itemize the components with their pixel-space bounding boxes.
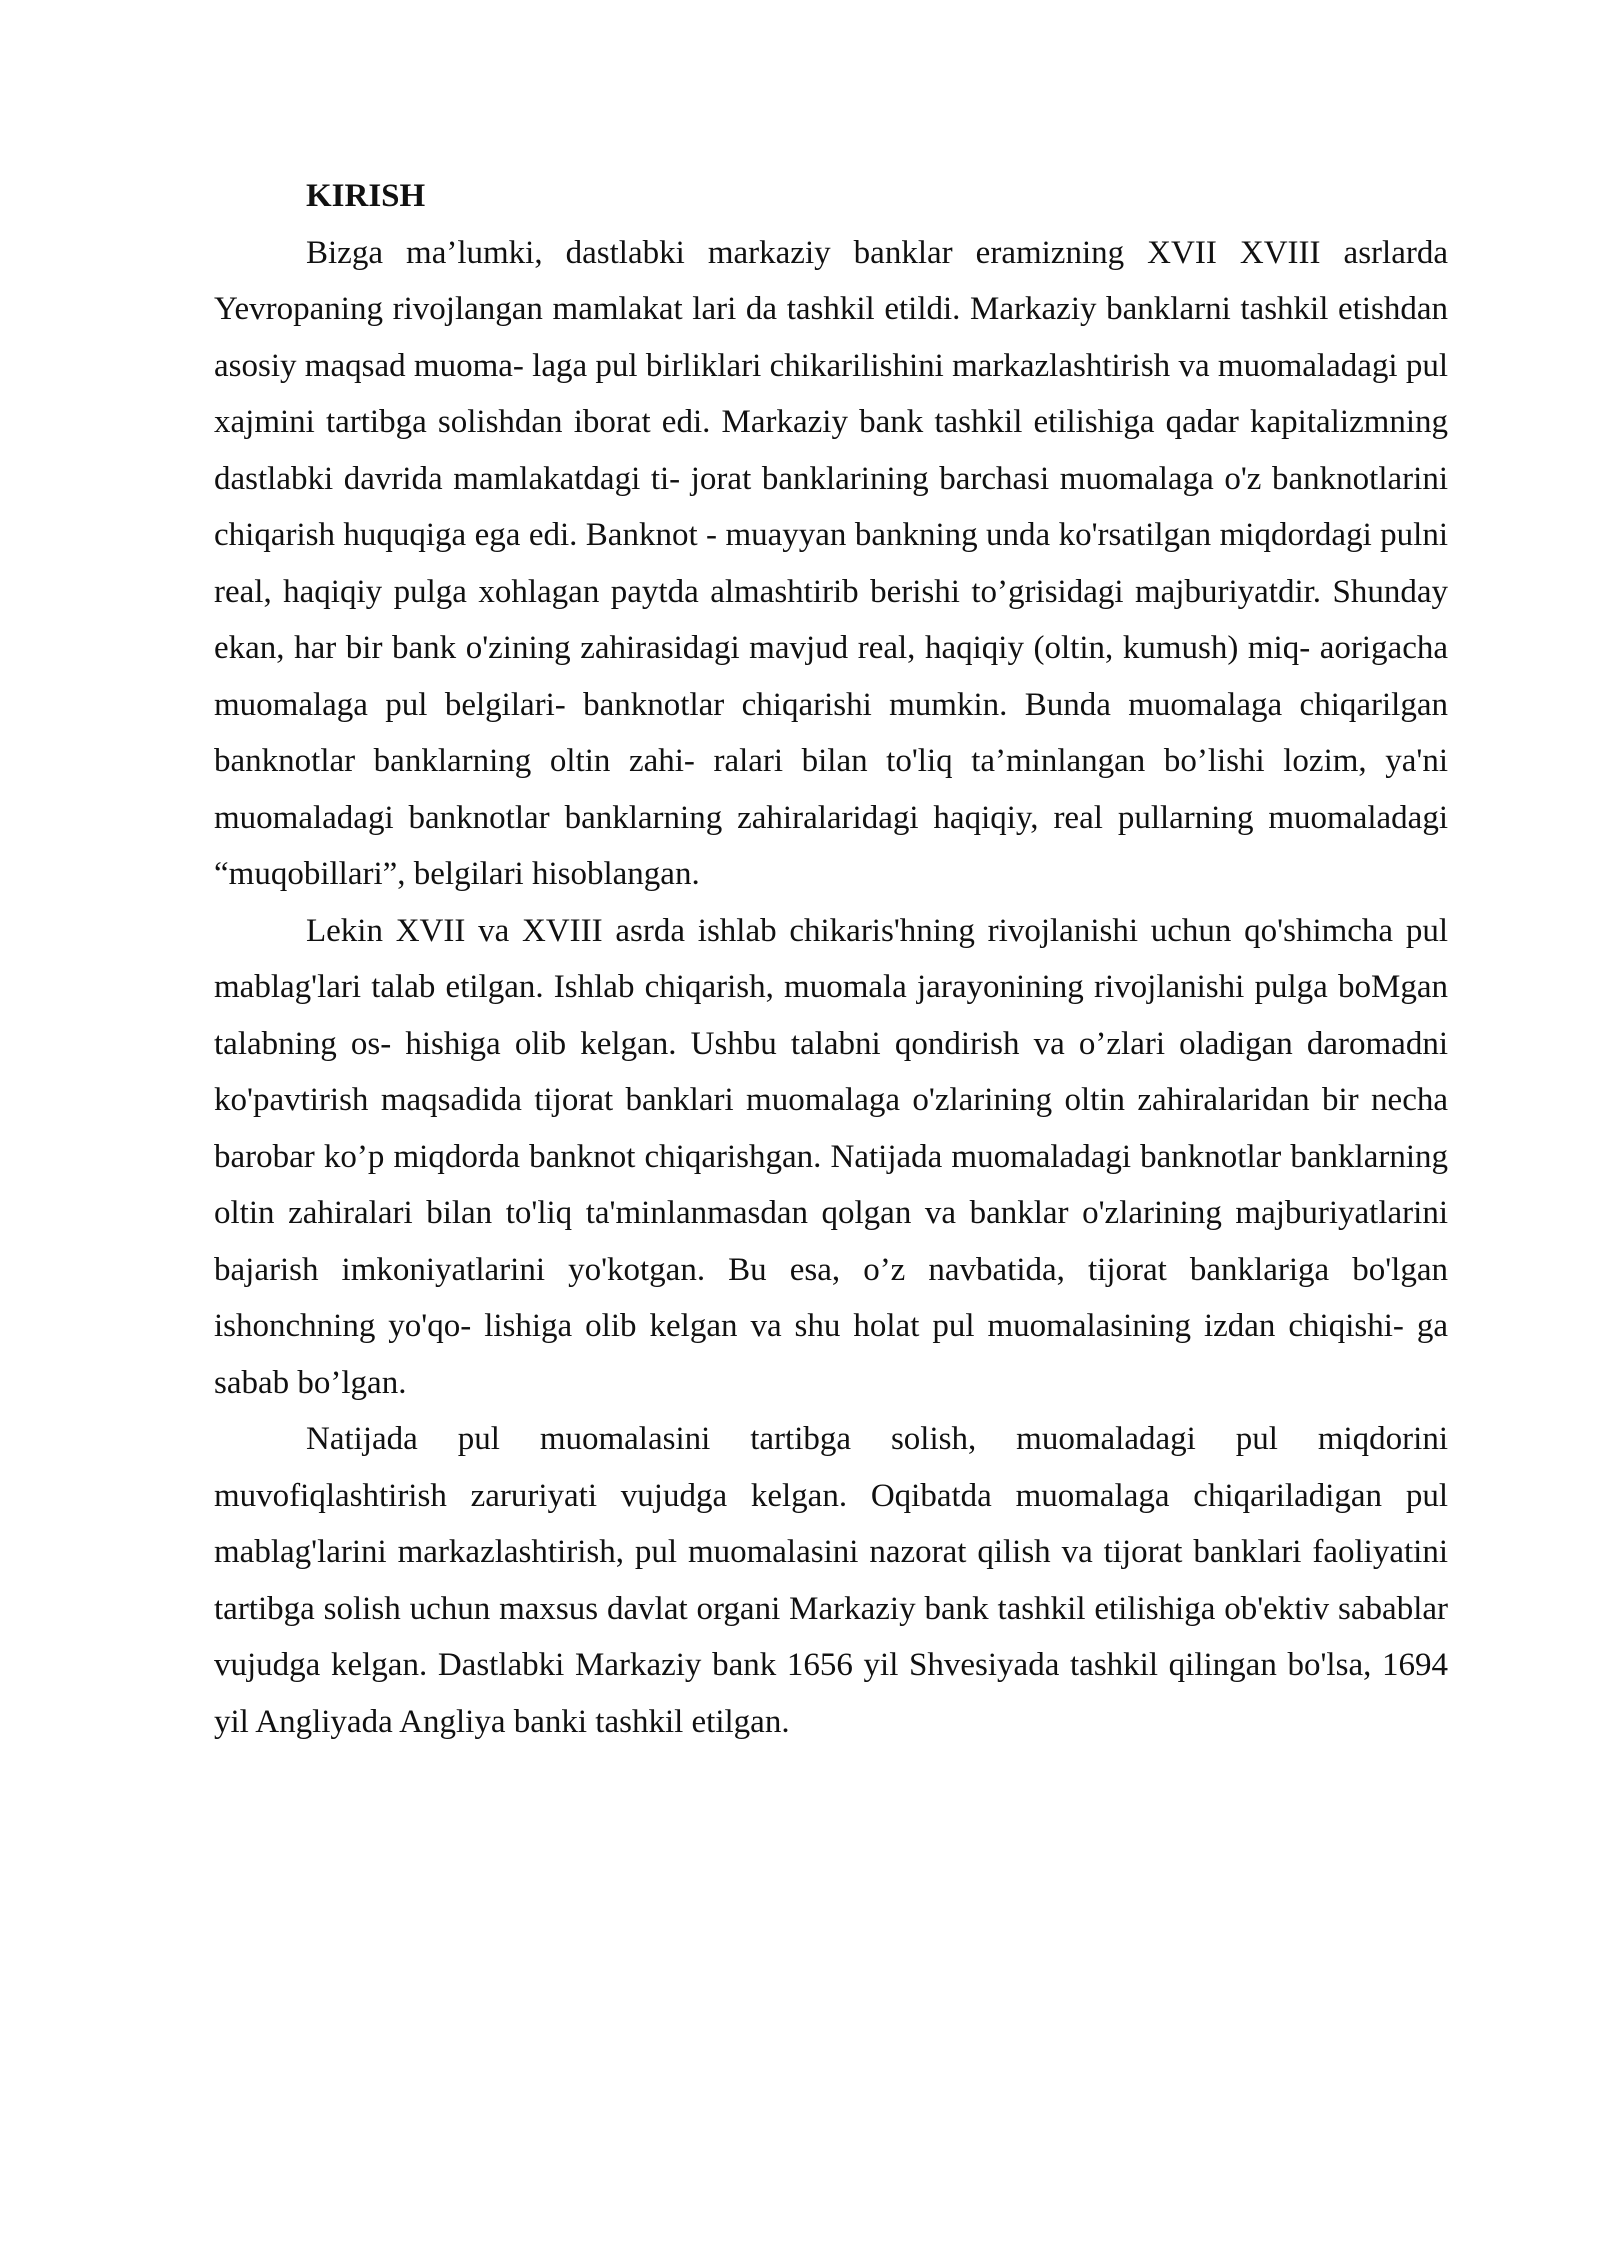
paragraph-3: Natijada pul muomalasini tartibga solish, muomaladagi pul miqdorini muvofiqlashtirish zaruriyati vujudga kelgan. Oqibatda muomalaga chiqariladigan pul mablag'larini markazlashtirish, pul muomalasini nazorat qilish va tijorat banklari faoliyatini tartibga solish uchun maxsus davlat organi Markaziy bank tashkil etilishiga ob'ektiv sabablar vujudga kelgan. Dastlabki Markaziy bank 1656 yil Shvesiyada tashkil qilingan bo'lsa, 1694 yil Angliyada Angliya banki tashkil etilgan. — [214, 1421, 1448, 1740]
document-heading: KIRISH — [306, 178, 426, 214]
paragraph-1: Bizga ma’lumki, dastlabki markaziy banklar eramizning XVII XVIII asrlarda Yevropaning rivojlangan mamlakat lari da tashkil etildi. Markaziy banklarni tashkil etishdan asosiy maqsad muoma- laga pul birliklari chikarilishini markazlashtirish va muomaladagi pul xajmini tartibga solishdan iborat edi. Markaziy bank tashkil etilishiga qadar kapitalizmning dastlabki davrida mamlakatdagi ti- jorat banklarining barchasi muomalaga o'z banknotlarini chiqarish huquqiga ega edi. Banknot - muayyan bankning unda ko'rsatilgan miqdordagi pulni real, haqiqiy pulga xohlagan paytda almashtirib berishi to’grisidagi majburiyatdir. Shunday ekan, har bir bank o'zining zahirasidagi mavjud real, haqiqiy (oltin, kumush) miq- aorigacha muomalaga pul belgilari- banknotlar chiqarishi mumkin. Bunda muomalaga chiqarilgan banknotlar banklarning oltin zahi- ralari bilan to'liq ta’minlangan bo’lishi lozim, ya'ni muomaladagi banknotlar banklarning zahiralaridagi haqiqiy, real pullarning muomaladagi “muqobillari”, belgilari hisoblangan. — [214, 234, 1448, 892]
document-body — [214, 168, 1448, 1750]
paragraph-2: Lekin XVII va XVIII asrda ishlab chikaris'hning rivojlanishi uchun qo'shimcha pul mablag'lari talab etilgan. Ishlab chiqarish, muomala jarayonining rivojlanishi pulga boMgan talabning os- hishiga olib kelgan. Ushbu talabni qondirish va o’zlari oladigan daromadni ko'pavtirish maqsadida tijorat banklari muomalaga o'zlarining oltin zahiralaridan bir necha barobar ko’p miqdorda banknot chiqarishgan. Natijada muomaladagi banknotlar banklarning oltin zahiralari bilan to'liq ta'minlanmasdan qolgan va banklar o'zlarining majburiyatlarini bajarish imkoniyatlarini yo'kotgan. Bu esa, o’z navbatida, tijorat banklariga bo'lgan ishonchning yo'qo- lishiga olib kelgan va shu holat pul muomalasining izdan chiqishi- ga sabab bo’lgan. — [214, 912, 1448, 1401]
